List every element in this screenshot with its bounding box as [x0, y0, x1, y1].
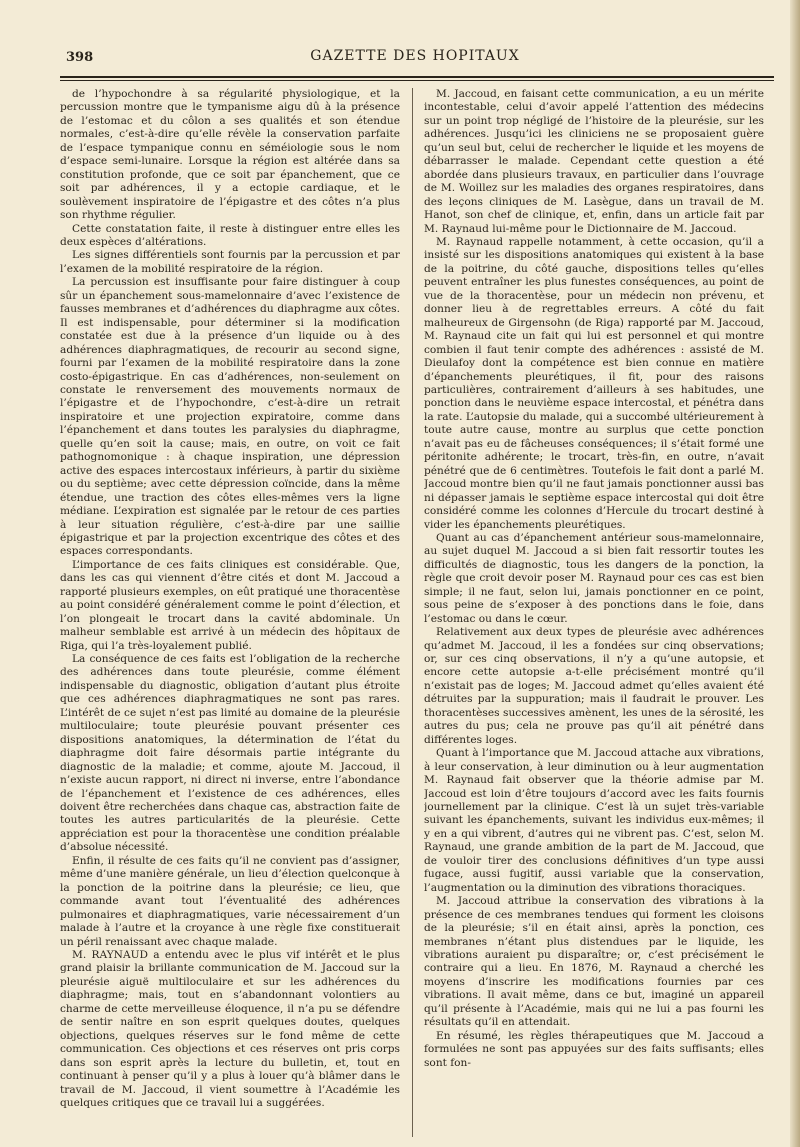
right-column — [424, 88, 764, 1138]
paragraph: La percussion est insuffisante pour faire distinguer à coup sûr un épanchement sous-mamelonnaire d’avec l’existence de fausses membranes et d’adhérences du diaphragme aux côtes. Il est indispensable, pour déterminer si la modification constatée est due à la présence d’un liquide ou à des adhérences diaphragmatiques, de recourir au second signe, fourni par l’examen de la mobilité respiratoire dans la zone costo-épigastrique. En cas d’adhérences, non-seulement on constate le renversement des mouvements normaux de l’épigastre et de l’hypochondre, c’est-à-dire un retrait inspiratoire et une projection expiratoire, comme dans l’épanchement et dans toutes les paralysies du diaphragme, quelle qu’en soit la cause; mais, en outre, on voit ce fait pathognomonique : à chaque inspiration, une dépression active des espaces intercostaux inférieurs, à partir du sixième ou du septième; avec cette dépression coïncide, dans la même étendue, une traction des côtes elles-mêmes vers la ligne médiane. L’expiration est signalée par le retour de ces parties à leur situation régulière, c’est-à-dire par une saillie épigastrique et par la projection excentrique des côtes et des espaces correspondants. — [60, 276, 400, 558]
header-rule-thin — [60, 80, 774, 81]
paragraph: M. Jaccoud attribue la conservation des vibrations à la présence de ces membranes tendues qui forment les cloisons de la pleurésie; s’il en était ainsi, après la ponction, ces membranes n’étant plus distendues par le liquide, les vibrations auraient pu disparaître; or, c’est précisément le contraire qui a lieu. En 1876, M. Raynaud a cherché les moyens d’inscrire les modifications fournies par ces vibrations. Il avait même, dans ce but, imaginé un appareil qu’il présente à l’Académie, mais qui ne lui a pas fourni les résultats qu’il en attendait. — [424, 895, 764, 1029]
paragraph: Les signes différentiels sont fournis par la percussion et par l’examen de la mobilité respiratoire de la région. — [60, 249, 400, 275]
paragraph: M. Raynaud rappelle notamment, à cette occasion, qu’il a insisté sur les dispositions anatomiques qui existent à la base de la poitrine, du côté gauche, dispositions telles qu’elles peuvent entraîner les plus funestes conséquences, au point de vue de la thoracentèse, pour un médecin non prévenu, et donner lieu à de regrettables erreurs. A côté du fait malheureux de Girgensohn (de Riga) rapporté par M. Jaccoud, M. Raynaud cite un fait qui lui est personnel et qui montre combien il faut tenir compte des adhérences : assisté de M. Dieulafoy dont la compétence est bien connue en matière d’épanchements pleurétiques, il fit, pour des raisons particulières, contrairement d’ailleurs à ses habitudes, une ponction dans le neuvième espace intercostal, et pénétra dans la rate. L’autopsie du malade, qui a succombé ultérieurement à toute autre cause, montre au surplus que cette ponction n’avait pas eu de fâcheuses conséquences; il s’était formé une péritonite adhérente; le trocart, très-fin, en outre, n’avait pénétré que de 6 centimètres. Toutefois le fait dont a parlé M. Jaccoud montre bien qu’il ne faut jamais ponctionner aussi bas ni dépasser jamais le septième espace intercostal qui doit être considéré comme les colonnes d’Hercule du trocart destiné à vider les épanchements pleurétiques. — [424, 235, 764, 531]
paragraph: M. RAYNAUD a entendu avec le plus vif intérêt et le plus grand plaisir la brillante communication de M. Jaccoud sur la pleurésie aiguë multiloculaire et sur les adhérences du diaphragme; mais, tout en s’abandonnant volontiers au charme de cette merveilleuse éloquence, il n’a pu se défendre de sentir naître en son esprit quelques doutes, quelques objections, quelques réserves sur le fond même de cette communication. Ces objections et ces réserves ont pris corps dans son esprit après la lecture du bulletin, et, tout en continuant à penser qu’il y a plus à louer qu’à blâmer dans le travail de M. Jaccoud, il vient soumettre à l’Académie les quelques critiques que ce travail lui a suggérées. — [60, 949, 400, 1109]
paragraph: Quant au cas d’épanchement antérieur sous-mamelonnaire, au sujet duquel M. Jaccoud a si bien fait ressortir toutes les difficultés de diagnostic, tous les dangers de la ponction, la règle que croit devoir poser M. Raynaud pour ces cas est bien simple; il ne faut, selon lui, jamais ponctionner en ce point, sous peine de s’exposer à des ponctions dans le foie, dans l’estomac ou dans le cœur. — [424, 531, 764, 625]
paragraph: Enfin, il résulte de ces faits qu’il ne convient pas d’assigner, même d’une manière générale, un lieu d’élection quelconque à la ponction de la poitrine dans la pleurésie; ce lieu, que commande avant tout l’éventualité des adhérences pulmonaires et diaphragmatiques, varie nécessairement d’un malade à l’autre et la croyance à une règle fixe constituerait un péril renaissant avec chaque malade. — [60, 854, 400, 948]
page-edge-shadow — [790, 0, 800, 1147]
paragraph: M. Jaccoud, en faisant cette communication, a eu un mérite incontestable, celui d’avoir appelé l’attention des médecins sur un point trop négligé de l’histoire de la pleurésie, sur les adhérences. Jusqu’ici les cliniciens ne se proposaient guère qu’un seul but, celui de rechercher le liquide et les moyens de débarrasser le malade. Cependant cette question a été abordée dans plusieurs travaux, en particulier dans l’ouvrage de M. Woillez sur les maladies des organes respiratoires, dans des leçons cliniques de M. Lasègue, dans un travail de M. Hanot, son chef de clinique, et, enfin, dans un article fait par M. Raynaud lui-même pour le Dictionnaire de M. Jaccoud. — [424, 88, 764, 235]
page-header — [56, 44, 774, 70]
column-divider — [412, 88, 413, 1137]
paragraph: de l’hypochondre à sa régularité physiologique, et la percussion montre que le tympanisme aigu dû à la présence de l’estomac et du côlon a ses qualités et son étendue normales, c’est-à-dire qu’elle révèle la conservation parfaite de l’espace tympanique connu en séméiologie sous le nom d’espace semi-lunaire. Lorsque la région est altérée dans sa constitution profonde, que ce soit par épanchement, que ce soit par adhérences, il y a ectopie cardiaque, et le soulèvement inspiratoire de l’épigastre et des côtes n’a plus son rhythme régulier. — [60, 88, 400, 222]
paragraph: Cette constatation faite, il reste à distinguer entre elles les deux espèces d’altérations. — [60, 222, 400, 248]
header-rule — [60, 76, 774, 78]
paragraph: L’importance de ces faits cliniques est considérable. Que, dans les cas qui viennent d’être cités et dont M. Jaccoud a rapporté plusieurs exemples, on eût pratiqué une thoracentèse au point considéré généralement comme le point d’élection, et l’on plongeait le trocart dans la cavité abdominale. Un malheur semblable est arrivé à un médecin des hôpitaux de Riga, qui l’a très-loyalement publié. — [60, 558, 400, 652]
paragraph: La conséquence de ces faits est l’obligation de la recherche des adhérences dans toute pleurésie, comme élément indispensable du diagnostic, obligation d’autant plus étroite que ces adhérences diaphragmatiques ne sont pas rares. L’intérêt de ce sujet n’est pas limité au domaine de la pleurésie multiloculaire; toute pleurésie pouvant présenter ces dispositions anatomiques, la détermination de l’état du diaphragme doit faire désormais partie intégrante du diagnostic de la maladie; et comme, ajoute M. Jaccoud, il n’existe aucun rapport, ni direct ni inverse, entre l’abondance de l’épanchement et l’existence de ces adhérences, elles doivent être recherchées dans chaque cas, abstraction faite de toutes les autres particularités de la pleurésie. Cette appréciation est pour la thoracentèse une condition préalable d’absolue nécessité. — [60, 653, 400, 854]
paragraph: Relativement aux deux types de pleurésie avec adhérences qu’admet M. Jaccoud, il les a fondées sur cinq observations; or, sur ces cinq observations, il n’y a qu’une autopsie, et encore cette autopsie a-t-elle précisément montré qu’il n’existait pas de loges; M. Jaccoud admet qu’elles avaient été détruites par la suppuration; mais il faudrait le prouver. Les thoracentèses successives amènent, les unes de la sérosité, les autres du pus; cela ne prouve pas qu’il ait pénétré dans différentes loges. — [424, 626, 764, 746]
page-number: 398 — [66, 50, 94, 65]
left-column — [60, 88, 400, 1138]
journal-title: GAZETTE DES HOPITAUX — [310, 48, 520, 64]
paragraph: En résumé, les règles thérapeutiques que M. Jaccoud a formulées ne sont pas appuyées sur des faits suffisants; elles sont fon- — [424, 1029, 764, 1069]
paragraph: Quant à l’importance que M. Jaccoud attache aux vibrations, à leur conservation, à leur diminution ou à leur augmentation M. Raynaud fait observer que la théorie admise par M. Jaccoud est loin d’être toujours d’accord avec les faits fournis journellement par la clinique. C’est là un sujet très-variable suivant les épanchements, suivant les individus eux-mêmes; il y en a qui vibrent, d’autres qui ne vibrent pas. C’est, selon M. Raynaud, une grande ambition de la part de M. Jaccoud, que de vouloir tirer des conclusions définitives d’un type aussi fugace, aussi fugitif, aussi variable que la conservation, l’augmentation ou la diminution des vibrations thoraciques. — [424, 747, 764, 894]
